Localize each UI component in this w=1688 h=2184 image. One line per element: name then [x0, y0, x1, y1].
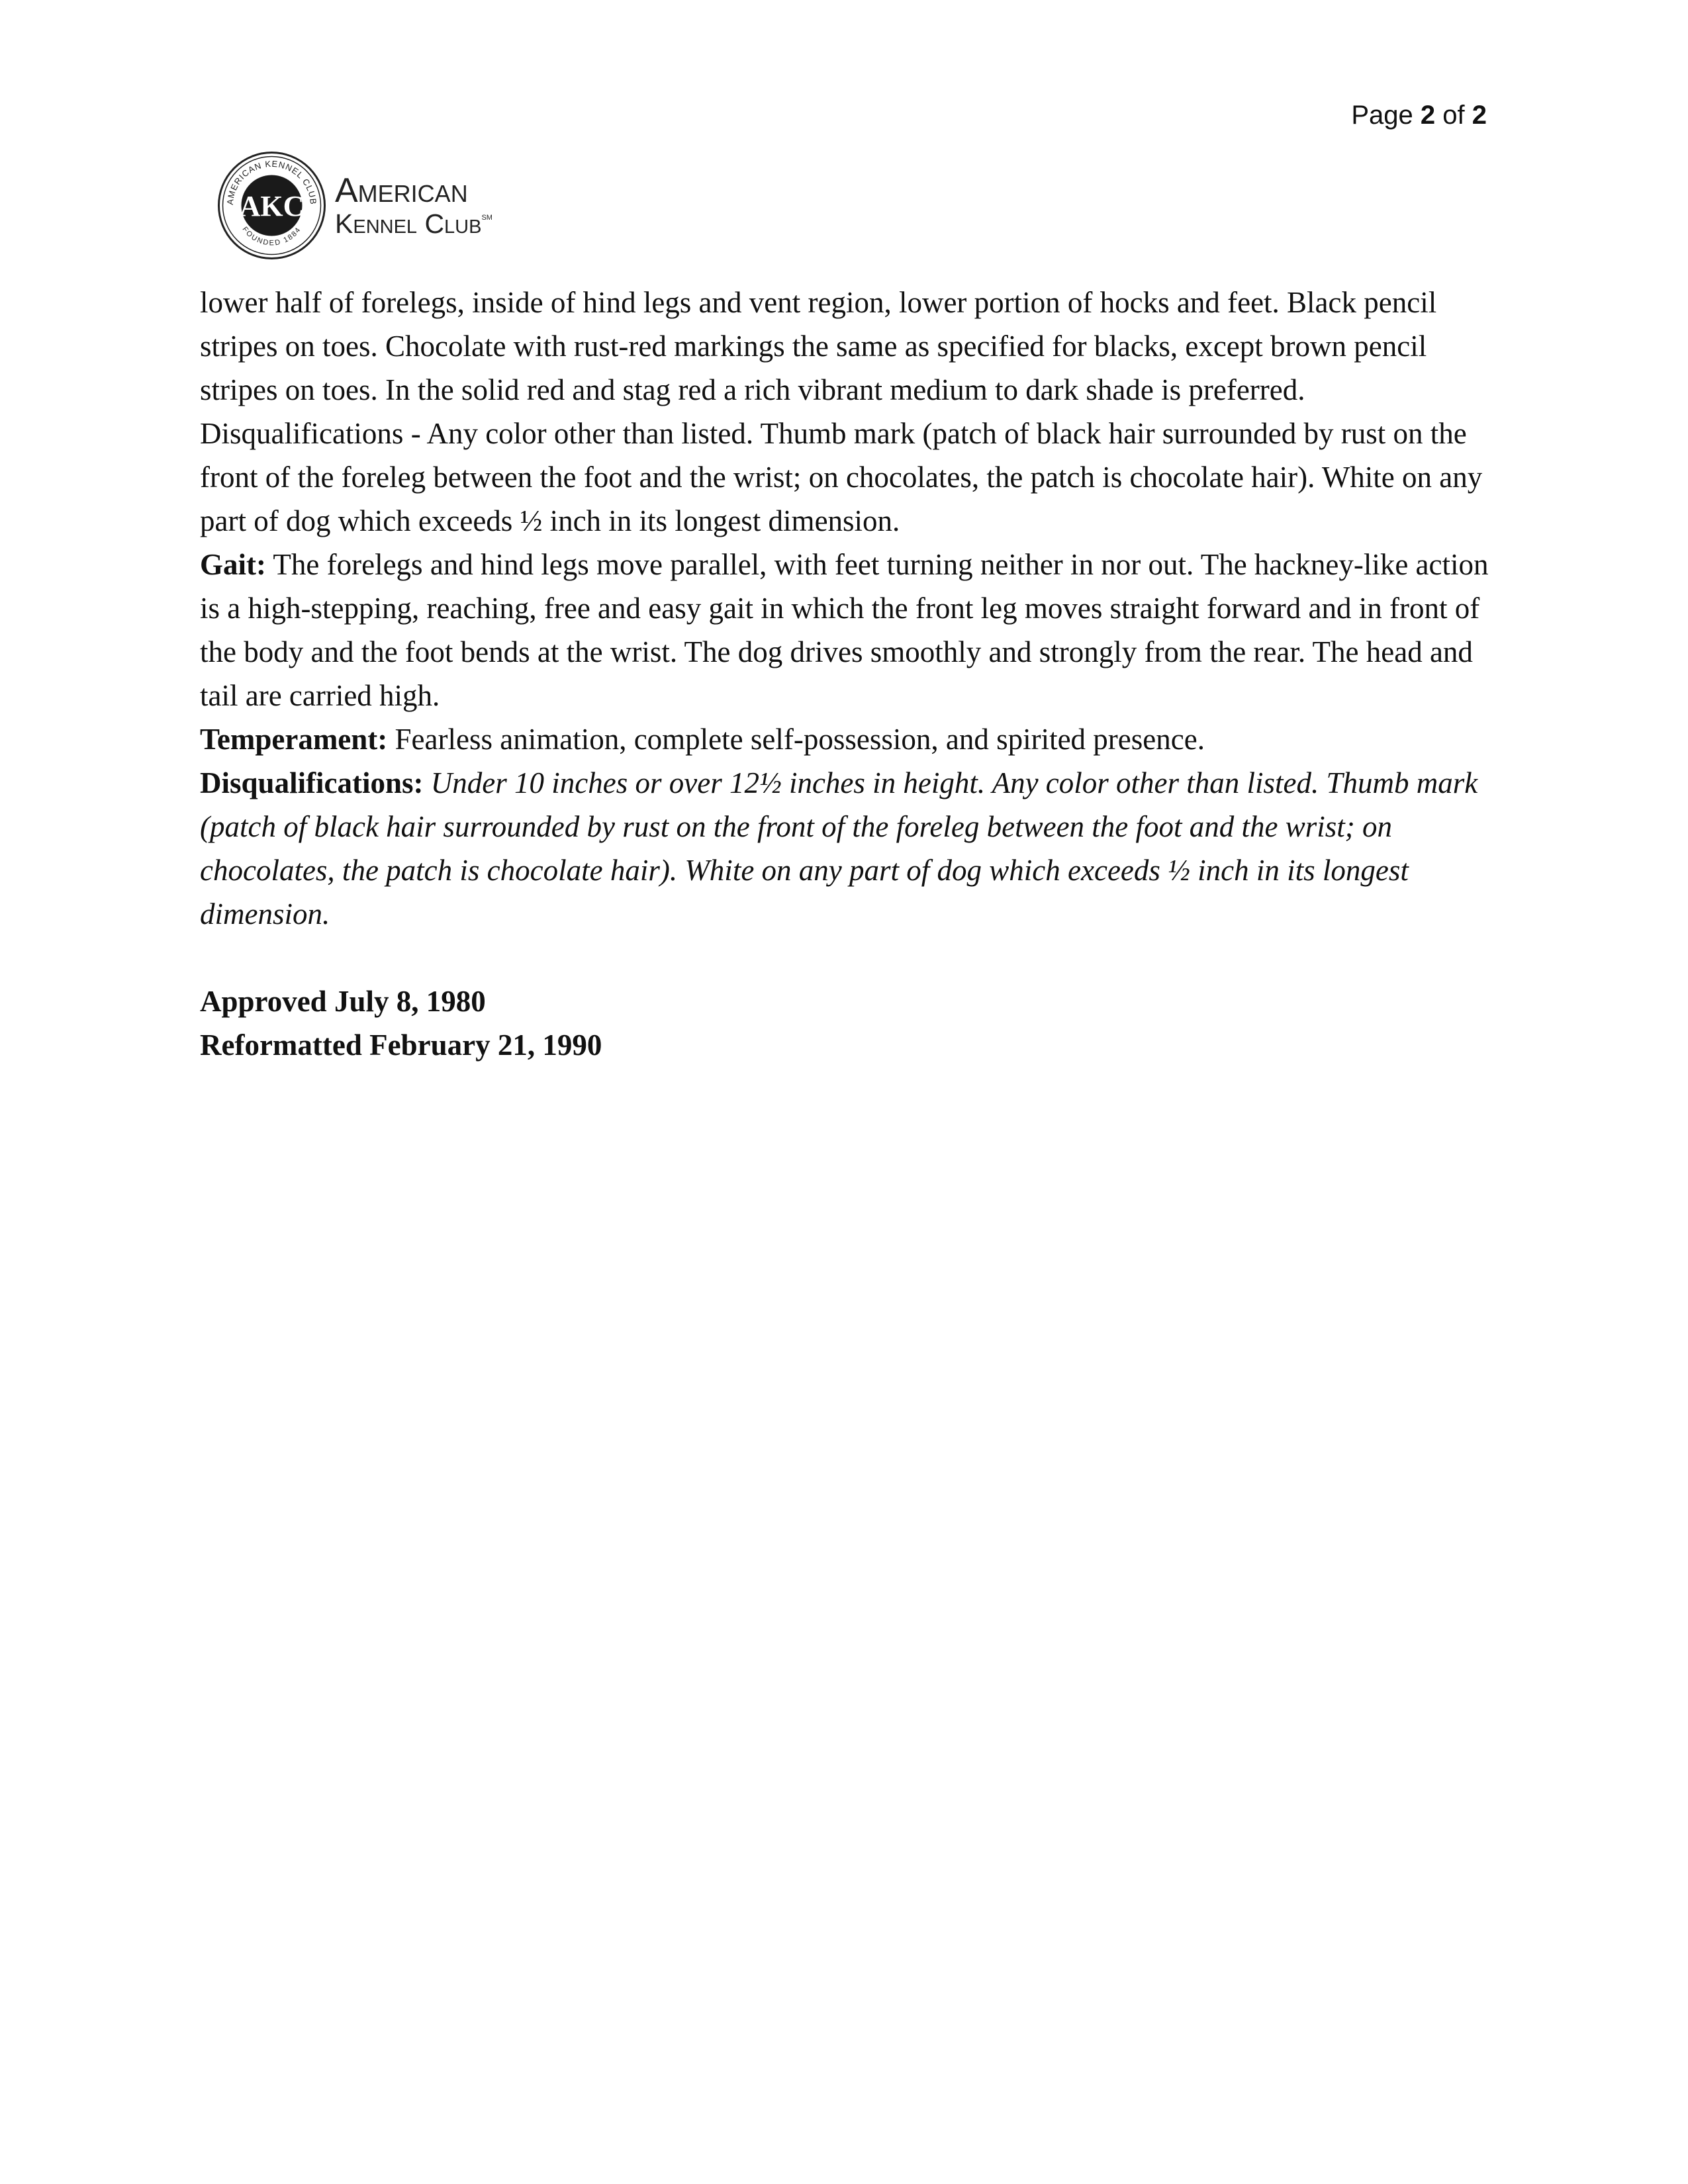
page-number [1351, 101, 1487, 130]
akc-logo [217, 151, 508, 260]
page-total: 2 [1472, 101, 1487, 130]
seal-ring-top: AMERICAN KENNEL CLUB [224, 158, 319, 206]
temperament-section [200, 717, 1497, 761]
page-label: Page [1351, 101, 1413, 130]
seal-ring-bottom: FOUNDED 1884 [240, 225, 303, 248]
disqualifications-section [200, 761, 1497, 936]
logo-wordmark [335, 173, 492, 238]
logo-line-american: American [335, 171, 468, 210]
color-continuation: lower half of forelegs, inside of hind legs and vent region, lower portion of hocks and feet. Black pencil stripes on toes. Chocolate with rust-red markings the same as specified for blacks, except brown pencil stripes on toes. In the solid red and stag red a rich vibrant medium to dark shade is preferred. Disqualifications - Any color other than listed. Thumb mark (patch of black hair surrounded by rust on the front of the foreleg between the foot and the wrist; on chocolates, the patch is chocolate hair). White on any part of dog which exceeds ½ inch in its longest dimension. [200, 286, 1483, 537]
page-current: 2 [1420, 101, 1436, 130]
logo-line-kennel-club [335, 210, 492, 238]
gait-section [200, 543, 1497, 717]
temperament-heading: Temperament: [200, 723, 388, 756]
gait-heading: Gait: [200, 548, 266, 581]
akc-seal-icon [217, 151, 326, 260]
approved-date: Approved July 8, 1980 [200, 985, 486, 1018]
reformatted-date: Reformatted February 21, 1990 [200, 1028, 602, 1062]
seal-letters: AKC [239, 190, 305, 222]
page-of: of [1442, 101, 1465, 130]
gait-text: The forelegs and hind legs move parallel, with feet turning neither in nor out. The hackney-like action is a high-stepping, reaching, free and easy gait in which the front leg moves straight forward and in front of the body and the foot bends at the wrist. The dog drives smoothly and strongly from the rear. The head and tail are carried high. [200, 548, 1489, 712]
disqualifications-text: Under 10 inches or over 12½ inches in height. Any color other than listed. Thumb mark (patch of black hair surrounded by rust on the front of the foreleg between the foot and the wrist; on chocolates, the patch is chocolate hair). White on any part of dog which exceeds ½ inch in its longest dimension. [200, 766, 1478, 931]
service-mark: SM [481, 214, 492, 222]
spacer [200, 936, 1497, 979]
disqualifications-heading: Disqualifications: [200, 766, 424, 799]
standard-body [200, 281, 1497, 1067]
temperament-text: Fearless animation, complete self-possession, and spirited presence. [387, 723, 1205, 756]
logo-line-kennel-club-text: Kennel Club [335, 208, 482, 239]
